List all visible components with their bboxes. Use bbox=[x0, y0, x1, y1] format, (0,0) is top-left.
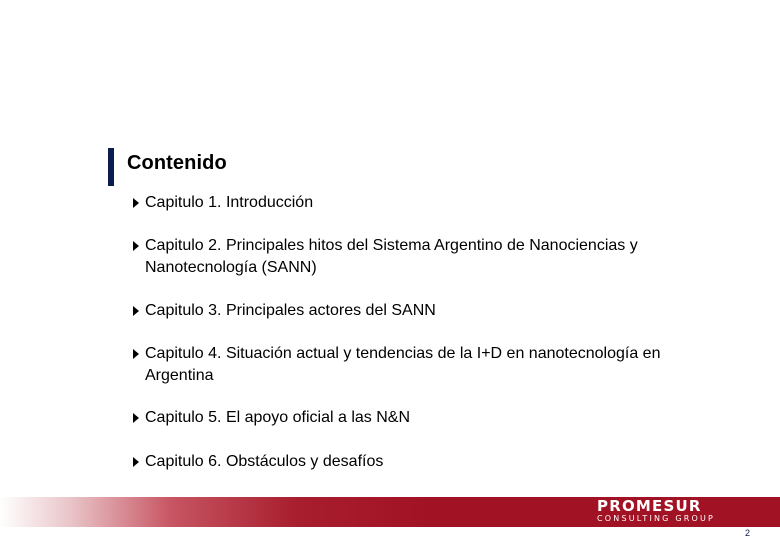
toc-item-text: Capitulo 3. Principales actores del SANN bbox=[145, 302, 436, 319]
toc-item-text: Capitulo 1. Introducción bbox=[145, 194, 314, 211]
toc-item-2 bbox=[131, 236, 638, 279]
toc-item-3 bbox=[131, 301, 436, 322]
triangle-right-icon bbox=[131, 408, 141, 428]
brand-tagline: CONSULTING GROUP bbox=[597, 514, 716, 523]
toc-item-5 bbox=[131, 408, 410, 429]
toc-item-text: Capitulo 5. El apoyo oficial a las N&N bbox=[145, 409, 411, 426]
toc-item-6 bbox=[131, 452, 383, 473]
page-number: 2 bbox=[744, 528, 750, 538]
toc-item-1 bbox=[131, 193, 313, 214]
triangle-right-icon bbox=[131, 344, 141, 364]
triangle-right-icon bbox=[131, 301, 141, 321]
header-accent-bar bbox=[108, 148, 114, 186]
triangle-right-icon bbox=[131, 193, 141, 213]
toc-item-4 bbox=[131, 344, 660, 387]
page-title: Contenido bbox=[127, 152, 227, 174]
toc-item-text: Capitulo 6. Obstáculos y desafíos bbox=[145, 453, 384, 470]
toc-item-text: Capitulo 2. Principales hitos del Sistema Argentino de Nanociencias y Nanotecnología (SANN) bbox=[145, 237, 638, 276]
brand-logo bbox=[597, 499, 727, 524]
triangle-right-icon bbox=[131, 236, 141, 256]
triangle-right-icon bbox=[131, 452, 141, 472]
brand-name: PROMESUR bbox=[597, 497, 702, 515]
toc-item-text: Capitulo 4. Situación actual y tendencias de la I+D en nanotecnología en Argentina bbox=[145, 345, 661, 384]
